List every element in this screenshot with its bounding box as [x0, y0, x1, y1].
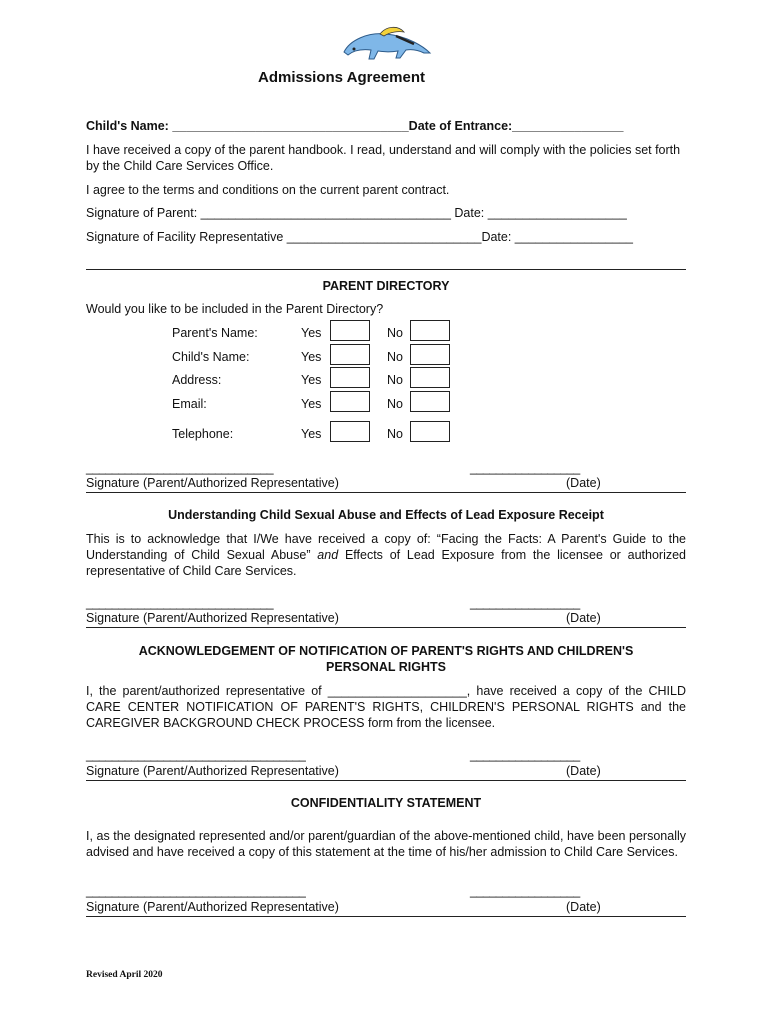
rights-heading-line-2: PERSONAL RIGHTS	[326, 660, 446, 674]
handbook-statement: I have received a copy of the parent handbook. I read, understand and will comply with the policies set forth by the Child Care Services Office.	[86, 143, 681, 173]
parent-signature-field[interactable]: Signature of Parent: ____________________________________ Date: ____________________	[86, 206, 627, 220]
date-label: (Date)	[566, 476, 601, 490]
facility-signature-field[interactable]: Signature of Facility Representative ____________________________Date: _________________	[86, 230, 633, 244]
date-line[interactable]: _________________	[470, 884, 580, 898]
section-divider	[86, 269, 686, 270]
rights-text: I, the parent/authorized representative of ____________________, have received a copy of the CHILD CARE CENTER NOTIFICATION OF PARENT'S RIGHTS, CHILDREN'S PERSONAL RIGHTS and the CAREGIVER BACKGROUND CHECK PROCESS form from the licensee.	[86, 684, 686, 730]
confidentiality-text: I, as the designated represented and/or parent/guardian of the above-mentioned child, have been personally advised and have received a copy of this statement at the time of his/her admission to Child Care Services.	[86, 829, 686, 859]
no-checkbox[interactable]	[410, 421, 450, 442]
no-checkbox[interactable]	[410, 367, 450, 388]
yes-checkbox[interactable]	[330, 320, 370, 341]
yes-label: Yes	[301, 427, 322, 441]
signature-label: Signature (Parent/Authorized Representative)	[86, 764, 339, 778]
signature-line[interactable]: _____________________________	[86, 596, 274, 610]
signature-label: Signature (Parent/Authorized Representative)	[86, 476, 339, 490]
yes-label: Yes	[301, 397, 322, 411]
directory-row-label: Child's Name:	[172, 350, 250, 364]
directory-row-label: Address:	[172, 373, 222, 387]
yes-checkbox[interactable]	[330, 421, 370, 442]
yes-checkbox[interactable]	[330, 391, 370, 412]
date-label: (Date)	[566, 764, 601, 778]
no-label: No	[387, 373, 403, 387]
anteater-logo-icon	[340, 22, 432, 62]
signature-line[interactable]: __________________________________	[86, 748, 306, 762]
no-checkbox[interactable]	[410, 344, 450, 365]
yes-label: Yes	[301, 326, 322, 340]
confidentiality-heading: CONFIDENTIALITY STATEMENT	[290, 796, 482, 810]
directory-row-label: Parent's Name:	[172, 326, 258, 340]
section-divider	[86, 916, 686, 917]
directory-row-label: Email:	[172, 397, 207, 411]
date-label: (Date)	[566, 900, 601, 914]
no-label: No	[387, 427, 403, 441]
section-divider	[86, 627, 686, 628]
abuse-receipt-heading: Understanding Child Sexual Abuse and Effects of Lead Exposure Receipt	[168, 508, 604, 522]
agree-statement: I agree to the terms and conditions on the current parent contract.	[86, 183, 450, 197]
yes-checkbox[interactable]	[330, 367, 370, 388]
parent-directory-heading: PARENT DIRECTORY	[322, 279, 450, 293]
no-checkbox[interactable]	[410, 391, 450, 412]
abuse-receipt-text: This is to acknowledge that I/We have received a copy of: “Facing the Facts: A Parent's Guide to the Understanding of Child Sexual Abuse” and Effects of Lead Exposure from the licensee or authorized representative of Child Care Services.	[86, 532, 686, 578]
date-line[interactable]: _________________	[470, 461, 580, 475]
revision-footer: Revised April 2020	[86, 970, 163, 980]
rights-heading-line-1: ACKNOWLEDGEMENT OF NOTIFICATION OF PARENT'S RIGHTS AND CHILDREN'S	[138, 644, 634, 658]
date-line[interactable]: _________________	[470, 596, 580, 610]
no-label: No	[387, 350, 403, 364]
child-name-date-entrance-field[interactable]: Child's Name: __________________________________Date of Entrance:________________	[86, 119, 624, 133]
yes-checkbox[interactable]	[330, 344, 370, 365]
no-label: No	[387, 326, 403, 340]
no-checkbox[interactable]	[410, 320, 450, 341]
yes-label: Yes	[301, 350, 322, 364]
signature-line[interactable]: __________________________________	[86, 884, 306, 898]
yes-label: Yes	[301, 373, 322, 387]
date-line[interactable]: _________________	[470, 748, 580, 762]
signature-label: Signature (Parent/Authorized Representative)	[86, 900, 339, 914]
no-label: No	[387, 397, 403, 411]
section-divider	[86, 780, 686, 781]
date-label: (Date)	[566, 611, 601, 625]
directory-row-label: Telephone:	[172, 427, 234, 441]
page-title: Admissions Agreement	[258, 69, 425, 86]
signature-line[interactable]: _____________________________	[86, 461, 274, 475]
directory-question: Would you like to be included in the Parent Directory?	[86, 302, 384, 316]
section-divider	[86, 492, 686, 493]
signature-label: Signature (Parent/Authorized Representative)	[86, 611, 339, 625]
